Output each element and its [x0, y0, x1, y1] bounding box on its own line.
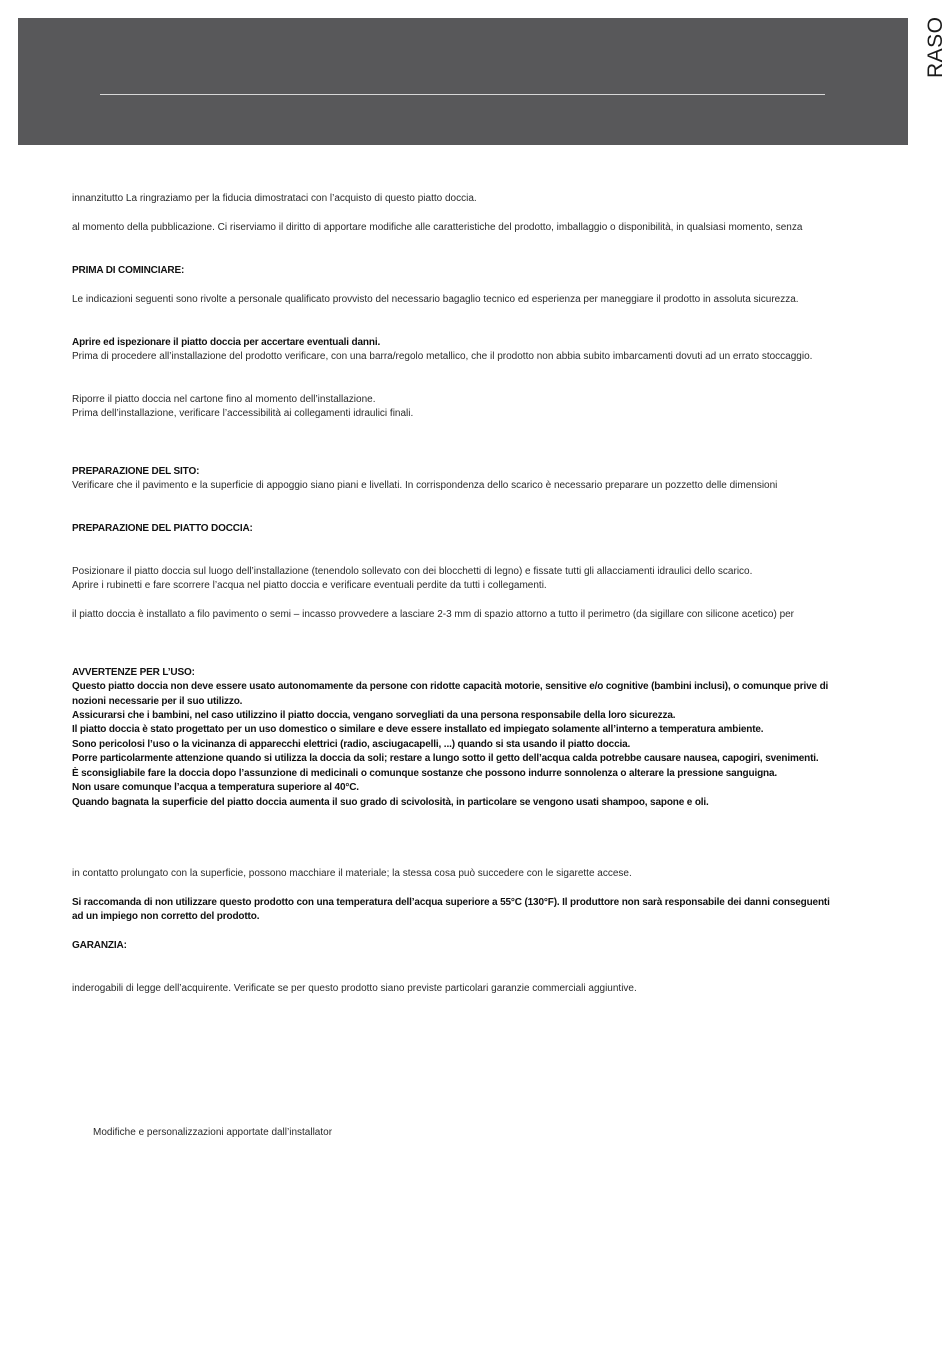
avvertenze-line: Sono pericolosi l’uso o la vicinanza di apparecchi elettrici (radio, asciugacapelli, ...) quando si sta usando il piatto doccia.	[72, 739, 631, 750]
riporre-line-1: Riporre il piatto doccia nel cartone fino al momento dell’installazione.	[72, 394, 376, 405]
piatto-line-1: Posizionare il piatto doccia sul luogo dell’installazione (tenendolo sollevato con dei blocchetti di legno) e fissate tutti gli allacciamenti idraulici dello scarico.	[72, 566, 753, 577]
riporre-line-2: Prima dell’installazione, verificare l’accessibilità ai collegamenti idraulici finali.	[72, 408, 414, 419]
sito-text: Verificare che il pavimento e la superficie di appoggio siano piani e livellati. In corrispondenza dello scarico è necessario preparare un pozzetto delle dimensioni	[72, 480, 778, 491]
piatto-line-3: il piatto doccia è installato a filo pavimento o semi – incasso provvedere a lasciare 2-3 mm di spazio attorno a tutto il perimetro (da sigillare con silicone acetico) per	[72, 609, 795, 620]
section-heading-sito: PREPARAZIONE DEL SITO:	[72, 466, 200, 477]
raccomanda-line-1: Si raccomanda di non utilizzare questo prodotto con una temperatura dell’acqua superiore a 55°C (130°F). Il produttore non sarà responsabile dei danni conseguenti	[72, 897, 830, 908]
header-band	[18, 18, 908, 145]
product-name-label: RASO	[924, 16, 947, 78]
avvertenze-line: nozioni necessarie per il suo utilizzo.	[72, 696, 243, 707]
aprire-text: Prima di procedere all’installazione del prodotto verificare, con una barra/regolo metallico, che il prodotto non abbia subito imbarcamenti dovuti ad un errato stoccaggio.	[72, 351, 813, 362]
avvertenze-line: Quando bagnata la superficie del piatto doccia aumenta il suo grado di scivolosità, in particolare se vengono usati shampoo, sapone e oli.	[72, 797, 709, 808]
prima-text: Le indicazioni seguenti sono rivolte a personale qualificato provvisto del necessario bagaglio tecnico ed esperienza per maneggiare il prodotto in assoluta sicurezza.	[72, 294, 799, 305]
section-heading-avvertenze: AVVERTENZE PER L’USO:	[72, 667, 195, 678]
section-heading-piatto: PREPARAZIONE DEL PIATTO DOCCIA:	[72, 523, 253, 534]
raccomanda-line-2: ad un impiego non corretto del prodotto.	[72, 911, 260, 922]
disclaimer-text: al momento della pubblicazione. Ci riserviamo il diritto di apportare modifiche alle caratteristiche del prodotto, imballaggio o disponibilità, in qualsiasi momento, senza	[72, 222, 803, 233]
avvertenze-line: Porre particolarmente attenzione quando si utilizza la doccia da soli; restare a lungo sotto il getto dell’acqua calda potrebbe causare nausea, capogiri, svenimenti.	[72, 753, 819, 764]
garanzia-text: inderogabili di legge dell’acquirente. Verificate se per questo prodotto siano previste particolari garanzie commerciali aggiuntive.	[72, 983, 637, 994]
intro-text: innanzitutto La ringraziamo per la fiducia dimostrataci con l’acquisto di questo piatto doccia.	[72, 193, 477, 204]
modifiche-text: Modifiche e personalizzazioni apportate dall’installator	[93, 1127, 333, 1138]
aprire-heading: Aprire ed ispezionare il piatto doccia per accertare eventuali danni.	[72, 337, 381, 348]
contatto-text: in contatto prolungato con la superficie, possono macchiare il materiale; la stessa cosa può succedere con le sigarette accese.	[72, 868, 632, 879]
avvertenze-line: Il piatto doccia è stato progettato per un uso domestico o similare e deve essere installato ed impiegato solamente all’interno a temperatura ambiente.	[72, 724, 764, 735]
avvertenze-line: È sconsigliabile fare la doccia dopo l’assunzione di medicinali o comunque sostanze che possono indurre sonnolenza o alterare la pressione sanguigna.	[72, 768, 778, 779]
avvertenze-line: Non usare comunque l’acqua a temperatura superiore al 40°C.	[72, 782, 359, 793]
section-heading-prima: PRIMA DI COMINCIARE:	[72, 265, 185, 276]
piatto-line-2: Aprire i rubinetti e fare scorrere l’acqua nel piatto doccia e verificare eventuali perdite da tutti i collegamenti.	[72, 580, 547, 591]
avvertenze-line: Assicurarsi che i bambini, nel caso utilizzino il piatto doccia, vengano sorvegliati da una persona responsabile della loro sicurezza.	[72, 710, 676, 721]
avvertenze-line: Questo piatto doccia non deve essere usato autonomamente da persone con ridotte capacità motorie, sensitive e/o cognitive (bambini inclusi), o comunque prive di	[72, 681, 829, 692]
header-divider	[100, 94, 825, 95]
section-heading-garanzia: GARANZIA:	[72, 940, 127, 951]
